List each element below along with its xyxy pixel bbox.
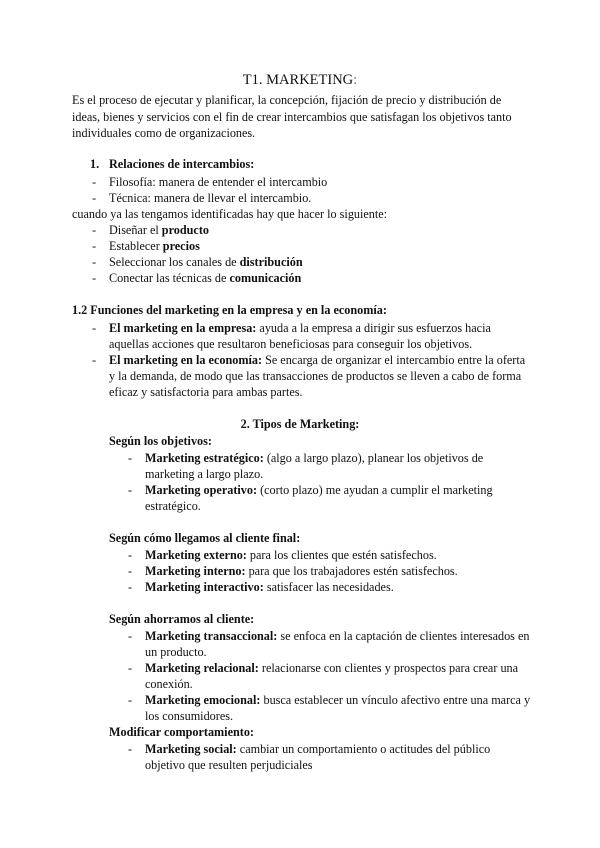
- s12-item-2: El marketing en la economía: Se encarga de organizar el intercambio entre la oferta: [109, 353, 526, 367]
- s12-item-2-cont-2: eficaz y satisfactoria para ambas partes.: [109, 385, 303, 399]
- bullet-icon: -: [128, 693, 133, 707]
- bullet-icon: -: [128, 629, 133, 643]
- group-2-title: Según cómo llegamos al cliente final:: [109, 531, 301, 545]
- s12-item-2-cont-1: y la demanda, de modo que las transacciones de productos se lleven a cabo de forma: [109, 369, 522, 383]
- g3-item-3: Marketing emocional: busca establecer un vínculo afectivo entre una marca y: [145, 693, 531, 707]
- g3-item-2-cont: conexión.: [145, 677, 193, 691]
- g3-item-1: Marketing transaccional: se enfoca en la captación de clientes interesados en: [145, 629, 530, 643]
- bullet-icon: -: [92, 223, 97, 237]
- s1-step-4: Conectar las técnicas de comunicación: [109, 271, 302, 285]
- s1-lead: cuando ya las tengamos identificadas hay que hacer lo siguiente:: [72, 207, 388, 221]
- s12-item-1-cont: aquellas acciones que resultaron beneficiosas para conseguir los objetivos.: [109, 337, 473, 351]
- g2-item-3: Marketing interactivo: satisfacer las necesidades.: [145, 580, 394, 594]
- bullet-icon: -: [128, 580, 133, 594]
- bullet-icon: -: [92, 353, 97, 367]
- bullet-icon: -: [128, 564, 133, 578]
- bullet-icon: -: [92, 239, 97, 253]
- bullet-icon: -: [128, 483, 133, 497]
- intro-line-2: ideas, bienes y servicios con el fin de crear intercambios que satisfagan los objetivos tanto: [72, 110, 512, 124]
- section-2-heading: 2. Tipos de Marketing:: [240, 417, 360, 431]
- section-1-2-heading: 1.2 Funciones del marketing en la empresa y en la economía:: [72, 303, 387, 317]
- g1-item-1-cont: marketing a largo plazo.: [145, 467, 264, 481]
- section-1-number: 1.: [90, 157, 100, 171]
- g2-item-2: Marketing interno: para que los trabajadores estén satisfechos.: [145, 564, 458, 578]
- g2-item-1: Marketing externo: para los clientes que estén satisfechos.: [145, 548, 437, 562]
- bullet-icon: -: [128, 451, 133, 465]
- group-3-title: Según ahorramos al cliente:: [109, 612, 255, 626]
- s12-item-1: El marketing en la empresa: ayuda a la empresa a dirigir sus esfuerzos hacia: [109, 321, 491, 335]
- g3-item-2: Marketing relacional: relacionarse con clientes y prospectos para crear una: [145, 661, 519, 675]
- bullet-icon: -: [92, 175, 97, 189]
- g3-item-3-cont: los consumidores.: [145, 709, 234, 723]
- intro-line-3: individuales como de organizaciones.: [72, 126, 256, 140]
- s1-step-2: Establecer precios: [109, 239, 200, 253]
- section-1-heading: Relaciones de intercambios:: [109, 157, 255, 171]
- bullet-icon: -: [128, 742, 133, 756]
- page-title: T1. MARKETING:: [242, 72, 358, 88]
- group-1-title: Según los objetivos:: [109, 434, 212, 448]
- g1-item-2-cont: estratégico.: [145, 499, 201, 513]
- bullet-icon: -: [128, 548, 133, 562]
- s1-item-2: Técnica: manera de llevar el intercambio.: [109, 191, 312, 205]
- s1-step-3: Seleccionar los canales de distribución: [109, 255, 303, 269]
- bullet-icon: -: [128, 661, 133, 675]
- g3-item-1-cont: un producto.: [145, 645, 207, 659]
- g1-item-2: Marketing operativo: (corto plazo) me ayudan a cumplir el marketing: [145, 483, 493, 497]
- intro-line-1: Es el proceso de ejecutar y planificar, la concepción, fijación de precio y distribución de: [72, 93, 502, 107]
- g1-item-1: Marketing estratégico: (algo a largo plazo), planear los objetivos de: [145, 451, 484, 465]
- bullet-icon: -: [92, 271, 97, 285]
- s1-item-1: Filosofía: manera de entender el intercambio: [109, 175, 328, 189]
- s1-step-1: Diseñar el producto: [109, 223, 209, 237]
- bullet-icon: -: [92, 255, 97, 269]
- g4-item-1-cont: objetivo que resulten perjudiciales: [145, 758, 313, 772]
- group-4-title: Modificar comportamiento:: [109, 725, 254, 739]
- bullet-icon: -: [92, 191, 97, 205]
- g4-item-1: Marketing social: cambiar un comportamiento o actitudes del público: [145, 742, 491, 756]
- bullet-icon: -: [92, 321, 97, 335]
